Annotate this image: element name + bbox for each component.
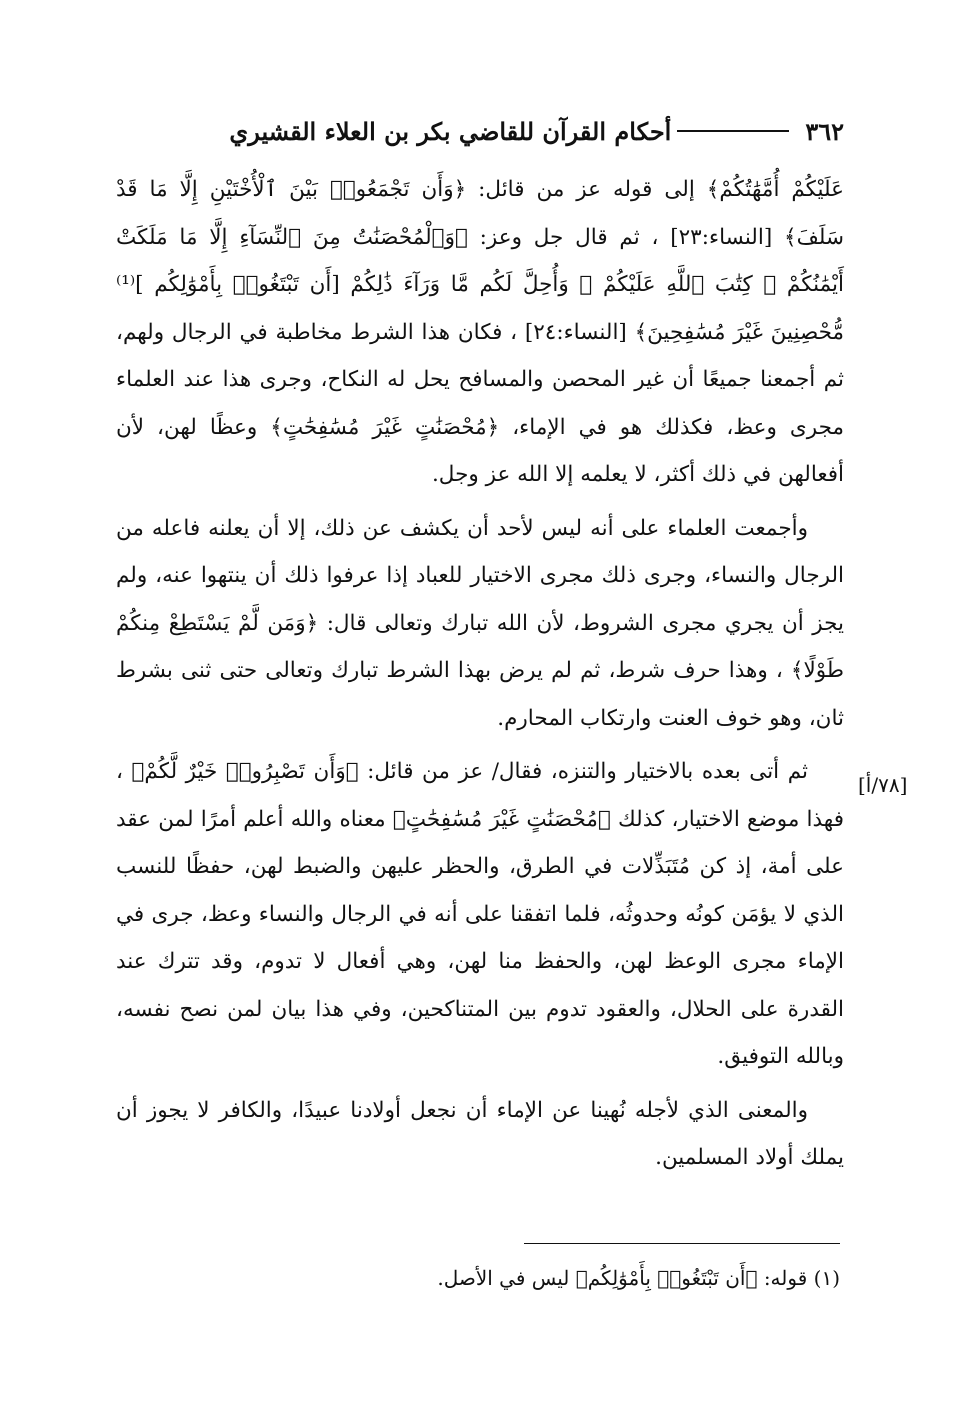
footnote-separator (524, 1243, 840, 1244)
paragraph-3: ثم أتى بعده بالاختيار والتنزه، فقال/ عز من قائل: ﴿وَأَن تَصْبِرُوا۟ خَيْرٌ لَّكُمْ﴾ ، فهذا موضع الاختيار، كذلك ﴿مُحْصَنَٰتٍ غَيْرَ مُسَٰفِحَٰتٍ﴾ معناه والله أعلم أمرًا لمن عقد على أمة، إذ كن مُتَبَذِّلات في الطرق، والحظر عليهن والضبط لهن، حفظًا للنسب الذي لا يؤمَن كونُه وحدوثُه، فلما اتفقنا على أنه في الرجال والنساء وعظ، جرى في الإماء مجرى الوعظ لهن، والحفظ منا لهن، وهي أفعال لا تدوم، وقد تترك عند القدرة على الحلال، والعقود تدوم بين المتناكحين، وفي هذا بيان لمن نصح نفسه، وبالله التوفيق. (116, 759, 844, 1069)
main-text (116, 166, 844, 1182)
running-title: أحكام القرآن للقاضي بكر بن العلاء القشيري (229, 116, 672, 146)
paragraph-2: وأجمعت العلماء على أنه ليس لأحد أن يكشف عن ذلك، إلا أن يعلنه فاعله من الرجال والنساء، وجرى ذلك مجرى الاختيار للعباد إذا عرفوا ذلك أن ينتهوا عنه، ولم يجز أن يجري مجرى الشروط، لأن الله تبارك وتعالى قال: ﴿وَمَن لَّمْ يَسْتَطِعْ مِنكُمْ طَوْلًا﴾ ، وهذا حرف شرط، ثم لم يرض بهذا الشرط تبارك وتعالى حتى ثنى بشرط ثان، وهو خوف العنت وارتكاب المحارم. (116, 515, 844, 731)
page-number: ٣٦٢ (805, 116, 844, 146)
header-rule (677, 130, 789, 132)
paragraph-1: عَلَيْكُمْ أُمَّهَٰتُكُمْ﴾ إلى قوله عز من قائل: ﴿وَأَن تَجْمَعُوا۟ بَيْنَ ٱلْأُخْتَيْنِ إِلَّا مَا قَدْ سَلَفَ﴾ [النساء:٢٣] ، ثم قال جل وعز: ﴿وَٱلْمُحْصَنَٰتُ مِنَ ٱلنِّسَآءِ إِلَّا مَا مَلَكَتْ أَيْمَٰنُكُمْ ۖ كِتَٰبَ ٱللَّهِ عَلَيْكُمْ ۚ وَأُحِلَّ لَكُم مَّا وَرَآءَ ذَٰلِكُمْ [أَن تَبْتَغُوا۟ بِأَمْوَٰلِكُم ]⁽¹⁾ مُّحْصِنِينَ غَيْرَ مُسَٰفِحِينَ﴾ [النساء:٢٤] ، فكان هذا الشرط مخاطبة في الرجال ولهم، ثم أجمعنا جميعًا أن غير المحصن والمسافح يحل له النكاح، وجرى هذا عند العلماء مجرى وعظ، فكذلك هو في الإماء، ﴿مُحْصَنَٰتٍ غَيْرَ مُسَٰفِحَٰتٍ﴾ وعظًا لهن، لأن أفعالهن في ذلك أكثر، لا يعلمه إلا الله عز وجل. (116, 177, 845, 487)
page-header (116, 108, 844, 154)
footnote-1: (١) قوله: ﴿أَن تَبْتَغُوا۟ بِأَمْوَٰلِكُم﴾ ليس في الأصل. (437, 1266, 840, 1290)
manuscript-folio-reference: [٧٨/أ] (858, 773, 908, 797)
paragraph-4: والمعنى الذي لأجله نُهينا عن الإماء أن نجعل أولادنا عبيدًا، والكافر لا يجوز أن يملك أولاد المسلمين. (116, 1097, 844, 1170)
